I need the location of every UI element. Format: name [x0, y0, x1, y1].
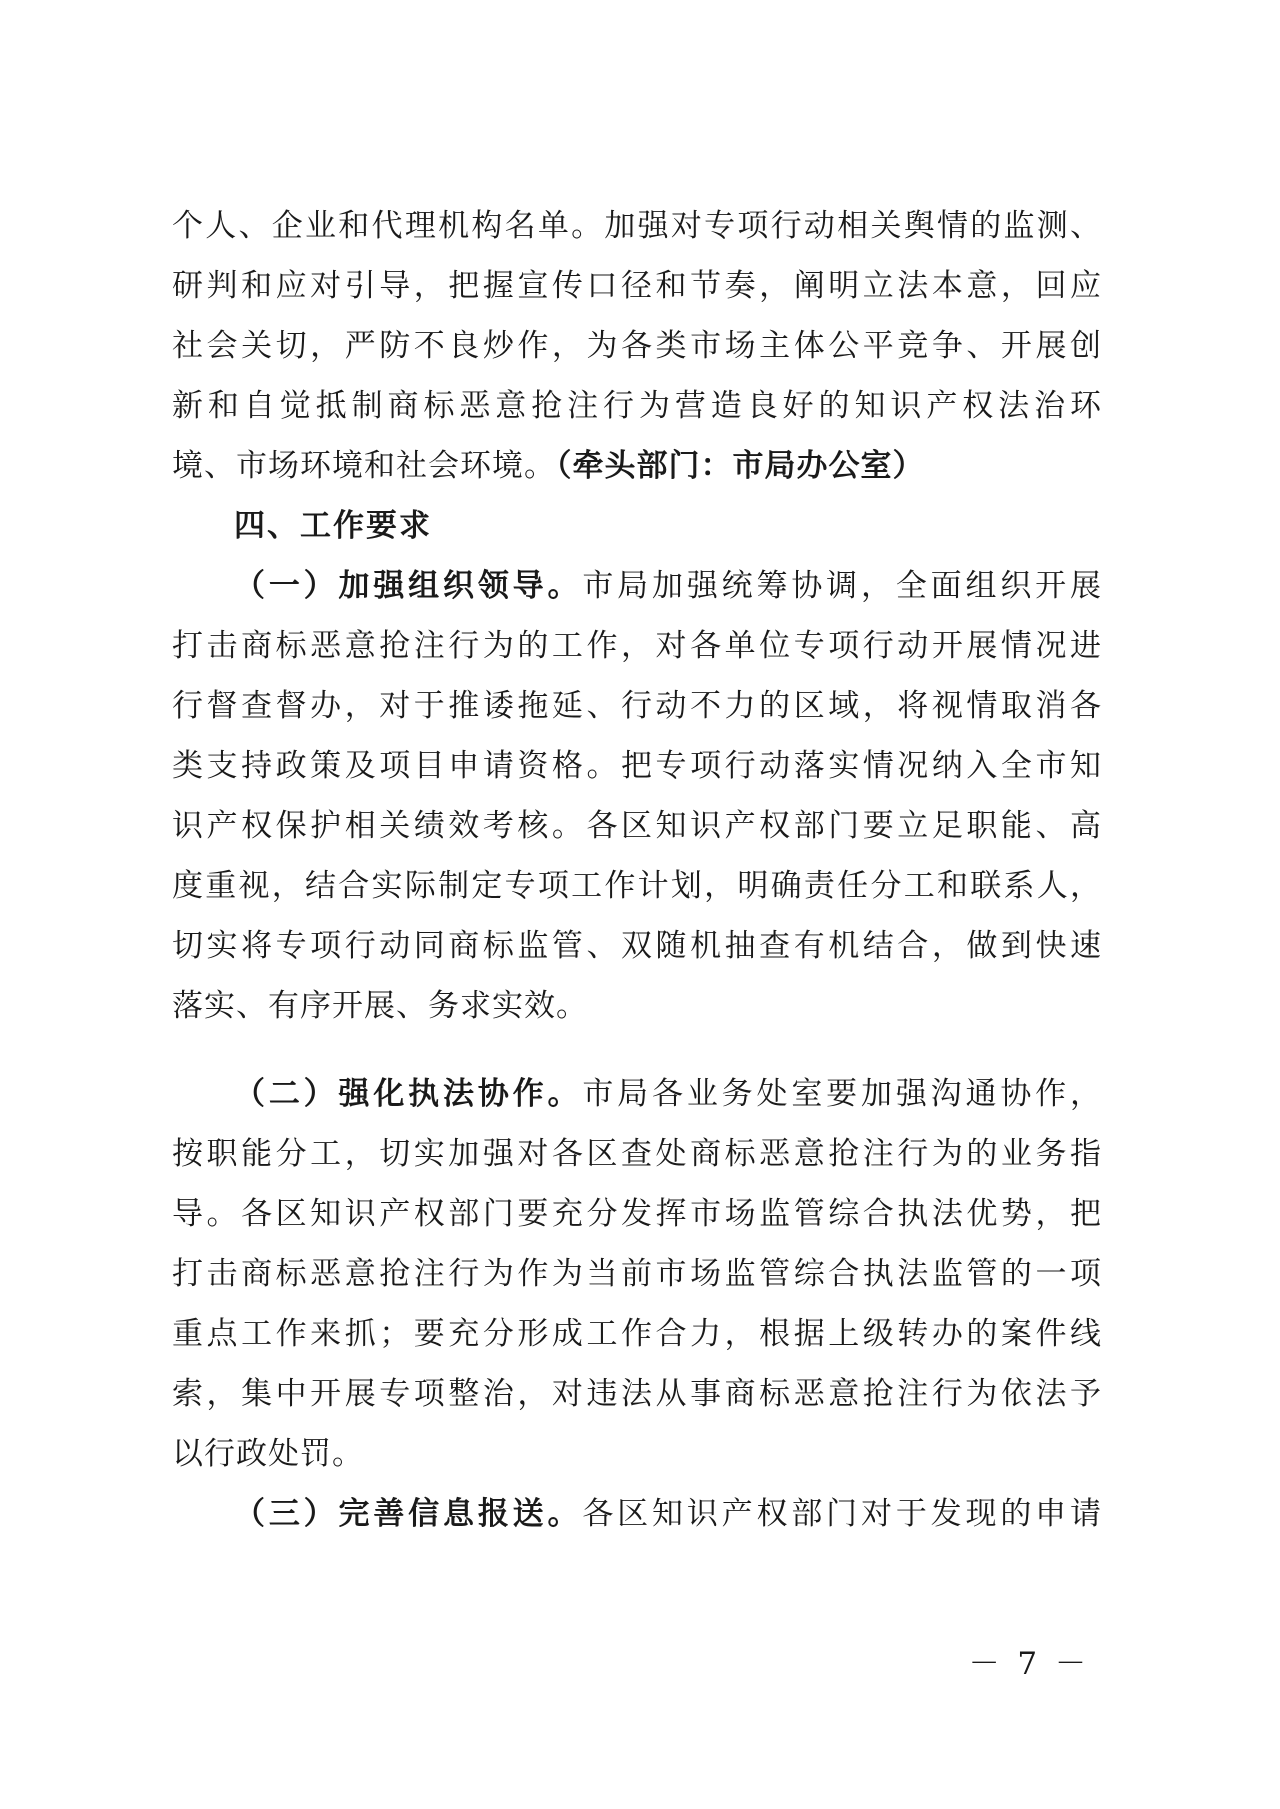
text-line: 个人、企业和代理机构名单。加强对专项行动相关舆情的监测、 [172, 208, 1102, 244]
text-span: 市局各业务处室要加强沟通协作， [582, 1076, 1102, 1112]
text-line: 导。各区知识产权部门要充分发挥市场监管综合执法优势，把 [172, 1196, 1102, 1232]
item-title: （一）加强组织领导。 [234, 568, 583, 604]
item-title: （三）完善信息报送。 [234, 1496, 583, 1532]
text-span: 境、市场环境和社会环境。 [172, 448, 556, 484]
paragraph-first-line [172, 1484, 1102, 1544]
text-span: 市局加强统筹协调，全面组织开展 [582, 568, 1102, 604]
text-line: 识产权保护相关绩效考核。各区知识产权部门要立足职能、高 [172, 808, 1102, 844]
text-line: 索，集中开展专项整治，对违法从事商标恶意抢注行为依法予 [172, 1376, 1102, 1412]
text-line: 打击商标恶意抢注行为的工作，对各单位专项行动开展情况进 [172, 628, 1102, 664]
text-line: 行督查督办，对于推诿拖延、行动不力的区域，将视情取消各 [172, 688, 1102, 724]
paragraph-first-line [172, 556, 1102, 616]
text-line: 重点工作来抓；要充分形成工作合力，根据上级转办的案件线 [172, 1316, 1102, 1352]
text-line: 研判和应对引导，把握宣传口径和节奏，阐明立法本意，回应 [172, 268, 1102, 304]
text-line: 社会关切，严防不良炒作，为各类市场主体公平竞争、开展创 [172, 328, 1102, 364]
text-line: 以行政处罚。 [172, 1436, 364, 1472]
text-line: 打击商标恶意抢注行为作为当前市场监管综合执法监管的一项 [172, 1256, 1102, 1292]
page-number: － 7 － [968, 1646, 1090, 1682]
text-line: 落实、有序开展、务求实效。 [172, 988, 588, 1024]
text-line [172, 436, 1102, 496]
lead-department-note: （牵头部门：市局办公室） [556, 448, 925, 484]
item-title: （二）强化执法协作。 [234, 1076, 583, 1112]
text-line: 新和自觉抵制商标恶意抢注行为营造良好的知识产权法治环 [172, 388, 1102, 424]
text-line: 度重视，结合实际制定专项工作计划，明确责任分工和联系人， [172, 868, 1102, 904]
text-line: 切实将专项行动同商标监管、双随机抽查有机结合，做到快速 [172, 928, 1102, 964]
text-line: 按职能分工，切实加强对各区查处商标恶意抢注行为的业务指 [172, 1136, 1102, 1172]
document-body [172, 196, 1102, 1544]
text-span: 各区知识产权部门对于发现的申请 [582, 1496, 1102, 1532]
paragraph-first-line [172, 1064, 1102, 1124]
section-heading: 四、工作要求 [234, 508, 432, 544]
text-line: 类支持政策及项目申请资格。把专项行动落实情况纳入全市知 [172, 748, 1102, 784]
